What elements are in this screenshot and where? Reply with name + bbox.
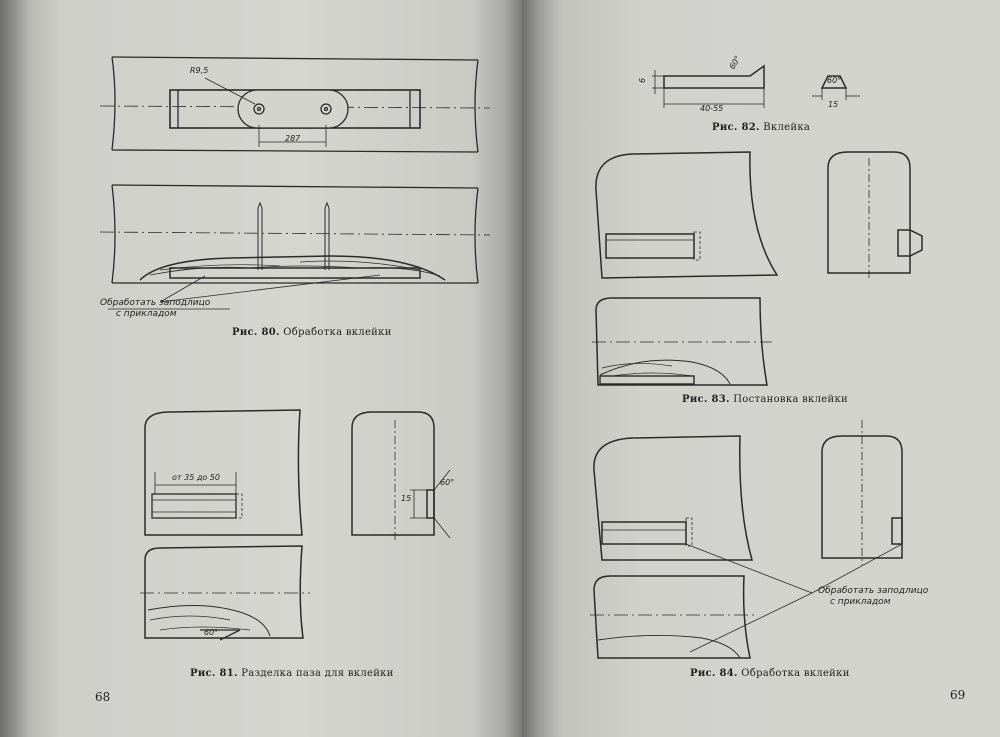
fig83-caption — [682, 394, 848, 405]
fig83-drawings — [592, 152, 922, 385]
fig82-caption — [712, 122, 810, 133]
fig83-caption-prefix: Рис. 83. — [682, 394, 730, 405]
fig81-angle-top-label: 60° — [440, 478, 455, 487]
fig84-note-line2: с прикладом — [830, 597, 891, 607]
fig80-radius-label: R9,5 — [190, 66, 209, 75]
fig82-caption-prefix: Рис. 82. — [712, 122, 760, 133]
left-page-number: 68 — [95, 690, 111, 704]
fig82-angle-label: 60° — [727, 54, 743, 71]
fig80-caption-prefix: Рис. 80. — [232, 327, 280, 338]
fig82-length-label: 40-55 — [700, 104, 724, 113]
fig81-front-view — [145, 410, 302, 535]
fig81-side-view — [140, 546, 310, 640]
fig80-caption-text: Обработка вклейки — [283, 327, 392, 338]
fig81-caption-text: Разделка паза для вклейки — [241, 668, 394, 679]
right-page — [522, 0, 1000, 737]
fig81-angle-bottom-label: 60° — [204, 628, 219, 637]
fig81-range-label: от 35 до 50 — [172, 473, 220, 482]
fig80-note — [100, 298, 210, 320]
fig84-note-line1: Обработать заподлицо — [818, 586, 929, 596]
fig82-height-label: 6 — [638, 77, 648, 84]
fig84-caption — [690, 668, 850, 679]
right-page-number: 69 — [950, 688, 966, 702]
fig80-length-label: 287 — [285, 134, 301, 143]
fig81-caption — [190, 668, 394, 679]
right-page-drawings — [522, 0, 1000, 737]
fig84-note — [818, 586, 928, 608]
fig81-depth-label: 15 — [401, 494, 412, 503]
fig80-note-line1: Обработать заподлицо — [100, 298, 211, 308]
fig82-caption-text: Вклейка — [763, 122, 811, 133]
fig84-caption-text: Обработка вклейки — [741, 668, 850, 679]
fig82-angle-small-label: 60° — [827, 76, 842, 85]
fig81-caption-prefix: Рис. 81. — [190, 668, 238, 679]
fig84-caption-prefix: Рис. 84. — [690, 668, 738, 679]
fig83-caption-text: Постановка вклейки — [733, 394, 848, 405]
fig81-end-view — [352, 412, 450, 540]
fig84-drawings — [590, 420, 902, 658]
fig80-note-line2: с прикладом — [116, 309, 177, 319]
fig82-width-label: 15 — [828, 100, 839, 109]
fig80-side-view — [100, 185, 490, 309]
fig80-caption — [232, 327, 392, 338]
